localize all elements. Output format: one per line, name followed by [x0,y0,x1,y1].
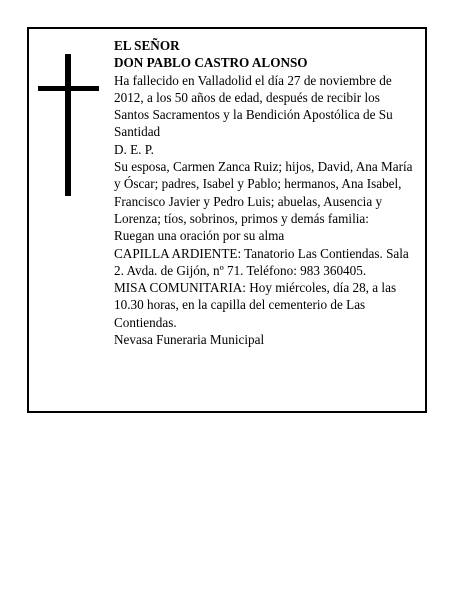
notice-heading: EL SEÑOR [114,38,180,53]
mass-info: MISA COMUNITARIA: Hoy miércoles, día 28, a las 10.30 horas, en la capilla del cementerio de Las Contiendas. [114,280,397,330]
cross-icon [38,54,99,196]
chapel-info: CAPILLA ARDIENTE: Tanatorio Las Contiendas. Sala 2. Avda. de Gijón, nº 71. Teléfono: 983 360405. [114,245,409,278]
death-announcement: Ha fallecido en Valladolid el día 27 de noviembre de 2012, a los 50 años de edad, después de recibir los Santos Sacramentos y la Bendición Apostólica de Su Santidad [114,72,393,140]
cross-horizontal-bar [38,86,99,91]
cross-vertical-bar [65,54,71,196]
rip-abbreviation: D. E. P. [114,141,154,157]
funeral-home: Nevasa Funeraria Municipal [114,332,265,348]
notice-body [114,37,414,348]
prayer-request: Ruegan una oración por su alma [114,228,285,244]
family-list: Su esposa, Carmen Zanca Ruiz; hijos, David, Ana María y Óscar; padres, Isabel y Pablo; hermanos, Ana Isabel, Francisco Javier y Pedro Luis; abuelas, Ausencia y Lorenza; tíos, sobrinos, primos y demás familia: [114,159,413,226]
deceased-name: DON PABLO CASTRO ALONSO [114,55,308,71]
